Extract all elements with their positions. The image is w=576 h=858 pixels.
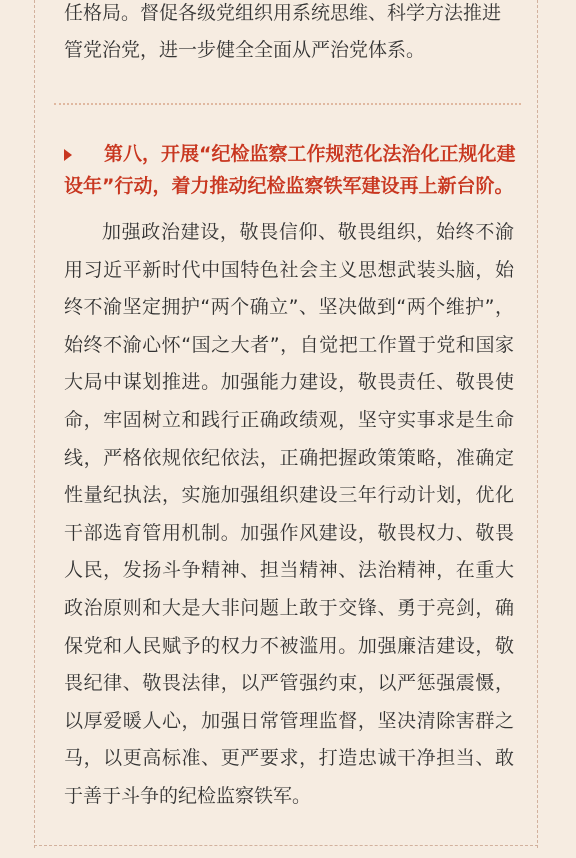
previous-section-paragraph: 任格局。督促各级党组织用系统思维、科学方法推进管党治党，进一步健全全面从严治党体系。 [64,2,502,61]
section-heading: 第八，开展“纪检监察工作规范化法治化正规化建设年”行动，着力推动纪检监察铁军建设再上新台阶。 [64,143,516,197]
section-divider [54,103,521,105]
section-body-paragraph: 加强政治建设，敬畏信仰、敬畏组织，始终不渝用习近平新时代中国特色社会主义思想武装头脑，始终不渝坚定拥护“两个确立”、坚决做到“两个维护”，始终不渝心怀“国之大者”，自觉把工作置于党和国家大局中谋划推进。加强能力建设，敬畏责任、敬畏使命，牢固树立和践行正确政绩观，坚守实事求是生命线，严格依规依纪依法，正确把握政策策略，准确定性量纪执法，实施加强组织建设三年行动计划，优化干部选育管用机制。加强作风建设，敬畏权力、敬畏人民，发扬斗争精神、担当精神、法治精神，在重大政治原则和大是大非问题上敢于交锋、勇于亮剑，确保党和人民赋予的权力不被滥用。加强廉洁建设，敬畏纪律、敬畏法律，以严管强约束，以严惩强震慑，以厚爱暖人心，加强日常管理监督，坚决清除害群之马，以更高标准、更严要求，打造忠诚干净担当、敢于善于斗争的纪检监察铁军。 [64,221,514,807]
article-frame-bottom [34,845,538,846]
